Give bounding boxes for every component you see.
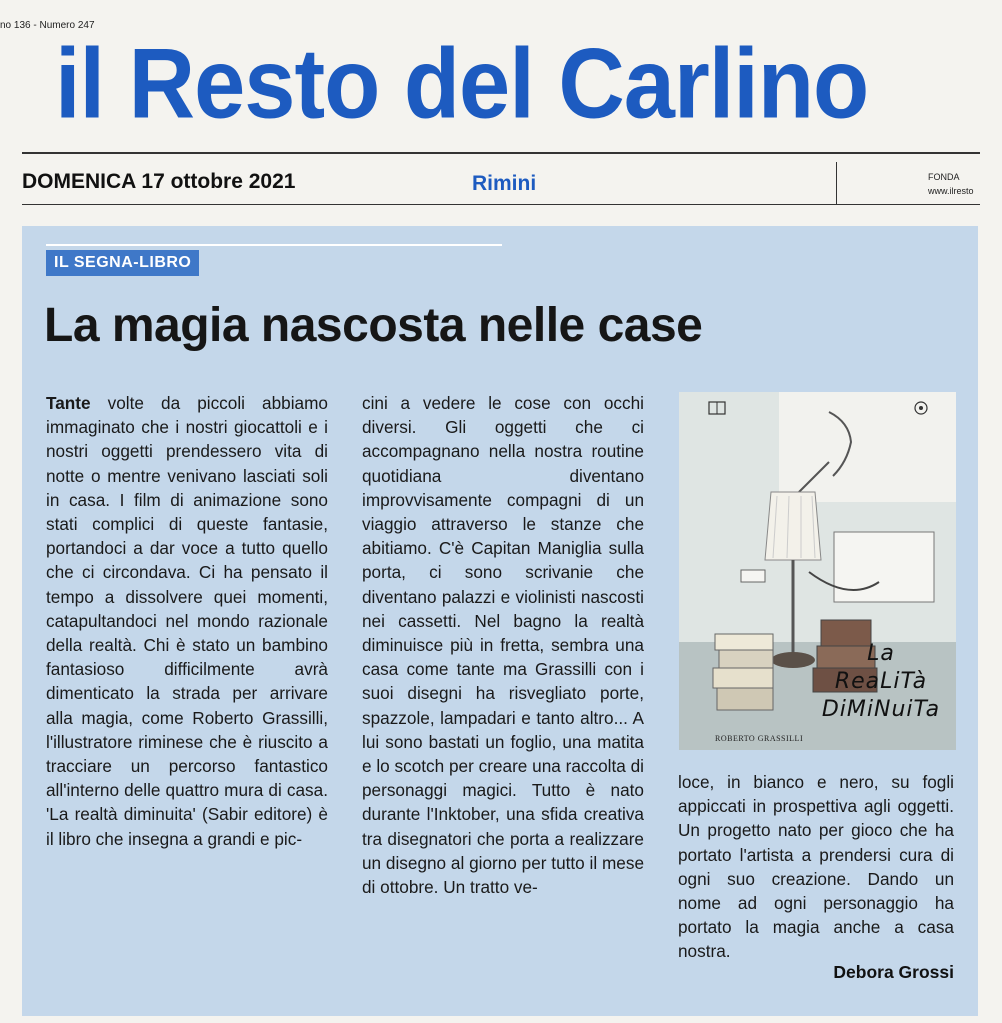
article-column-1 (46, 391, 328, 851)
founded-note: FONDA (928, 172, 960, 182)
book-cover-author: ROBERTO GRASSILLI (715, 734, 804, 743)
section-rule (46, 244, 502, 246)
column-2-text: cini a vedere le cose con occhi diversi. Gli oggetti che ci accompagnano nella nostra routine quotidiana diventano improvvisamente compagni di un viaggio attraverso le stanze che abitiamo. C'è Capitan Maniglia sulla porta, ci sono scrivanie che diventano palazzi e violinisti nascosti nei cassetti. Nel bagno la realtà diminuisce più in fretta, sembra una casa come tante ma Grassilli con i suoi disegni ha risvegliato porte, spazzole, lampadari e tanto altro... A lui sono bastati un foglio, una matita e lo scotch per creare una raccolta di personaggi magici. Tutto è nato durante l'Inktober, una sfida creativa tra disegnatori che porta a realizzare un disegno al giorno per tutto il mese di ottobre. Un tratto ve- (362, 393, 644, 898)
article-column-3 (678, 770, 954, 964)
book-cover-title (816, 640, 946, 724)
cover-title-line-3: DiMiNuiTa (821, 697, 941, 722)
dateline-rule (22, 204, 980, 205)
article-box (22, 226, 978, 1016)
article-byline: Debora Grossi (833, 962, 954, 982)
article-headline: La magia nascosta nelle case (44, 299, 703, 352)
lead-word: Tante (46, 393, 91, 413)
column-3-text: loce, in bianco e nero, su fogli appiccati in prospettiva agli oggetti. Un progetto nato per gioco che ha portato l'artista a prendersi cura di ogni suo creazione. Dando un nome ad ogni personaggio ha portato la magia anche a casa nostra. (678, 772, 954, 962)
series-logo-icon (912, 400, 930, 416)
cover-title-line-2: ReaLiTà (834, 669, 928, 694)
website-note: www.ilresto (928, 186, 974, 196)
issue-number: no 136 - Numero 247 (0, 20, 95, 31)
column-1-text: volte da piccoli abbiamo immaginato che i nostri giocattoli e i nostri oggetti prendessero vita di notte o mentre venivano lasciati soli in casa. I film di animazione sono stati complici di queste fantasie, portandoci a dar voce a tutto quello che ci circondava. Ci ha pensato il tempo a dissolvere quei momenti, catapultandoci nel mondo razionale della realtà. Chi è stato un bambino fantasioso difficilmente avrà dimenticato la strada per arrivare alla magia, come Roberto Grassilli, l'illustratore riminese che è riuscito a tracciare un percorso fantastico all'interno delle quattro mura di casa. 'La realtà diminuita' (Sabir editore) è il libro che insegna a grandi e pic- (46, 393, 328, 849)
edition-city: Rimini (472, 172, 537, 195)
publisher-logo-icon (707, 400, 727, 418)
article-column-2 (362, 391, 644, 899)
dateline-separator (836, 162, 837, 204)
book-cover-image (679, 392, 956, 750)
publication-date: DOMENICA 17 ottobre 2021 (22, 170, 296, 193)
masthead-rule (22, 152, 980, 154)
cover-title-line-1: La (867, 641, 895, 666)
newspaper-masthead: il Resto del Carlino (55, 28, 869, 140)
section-label: IL SEGNA-LIBRO (46, 250, 199, 276)
